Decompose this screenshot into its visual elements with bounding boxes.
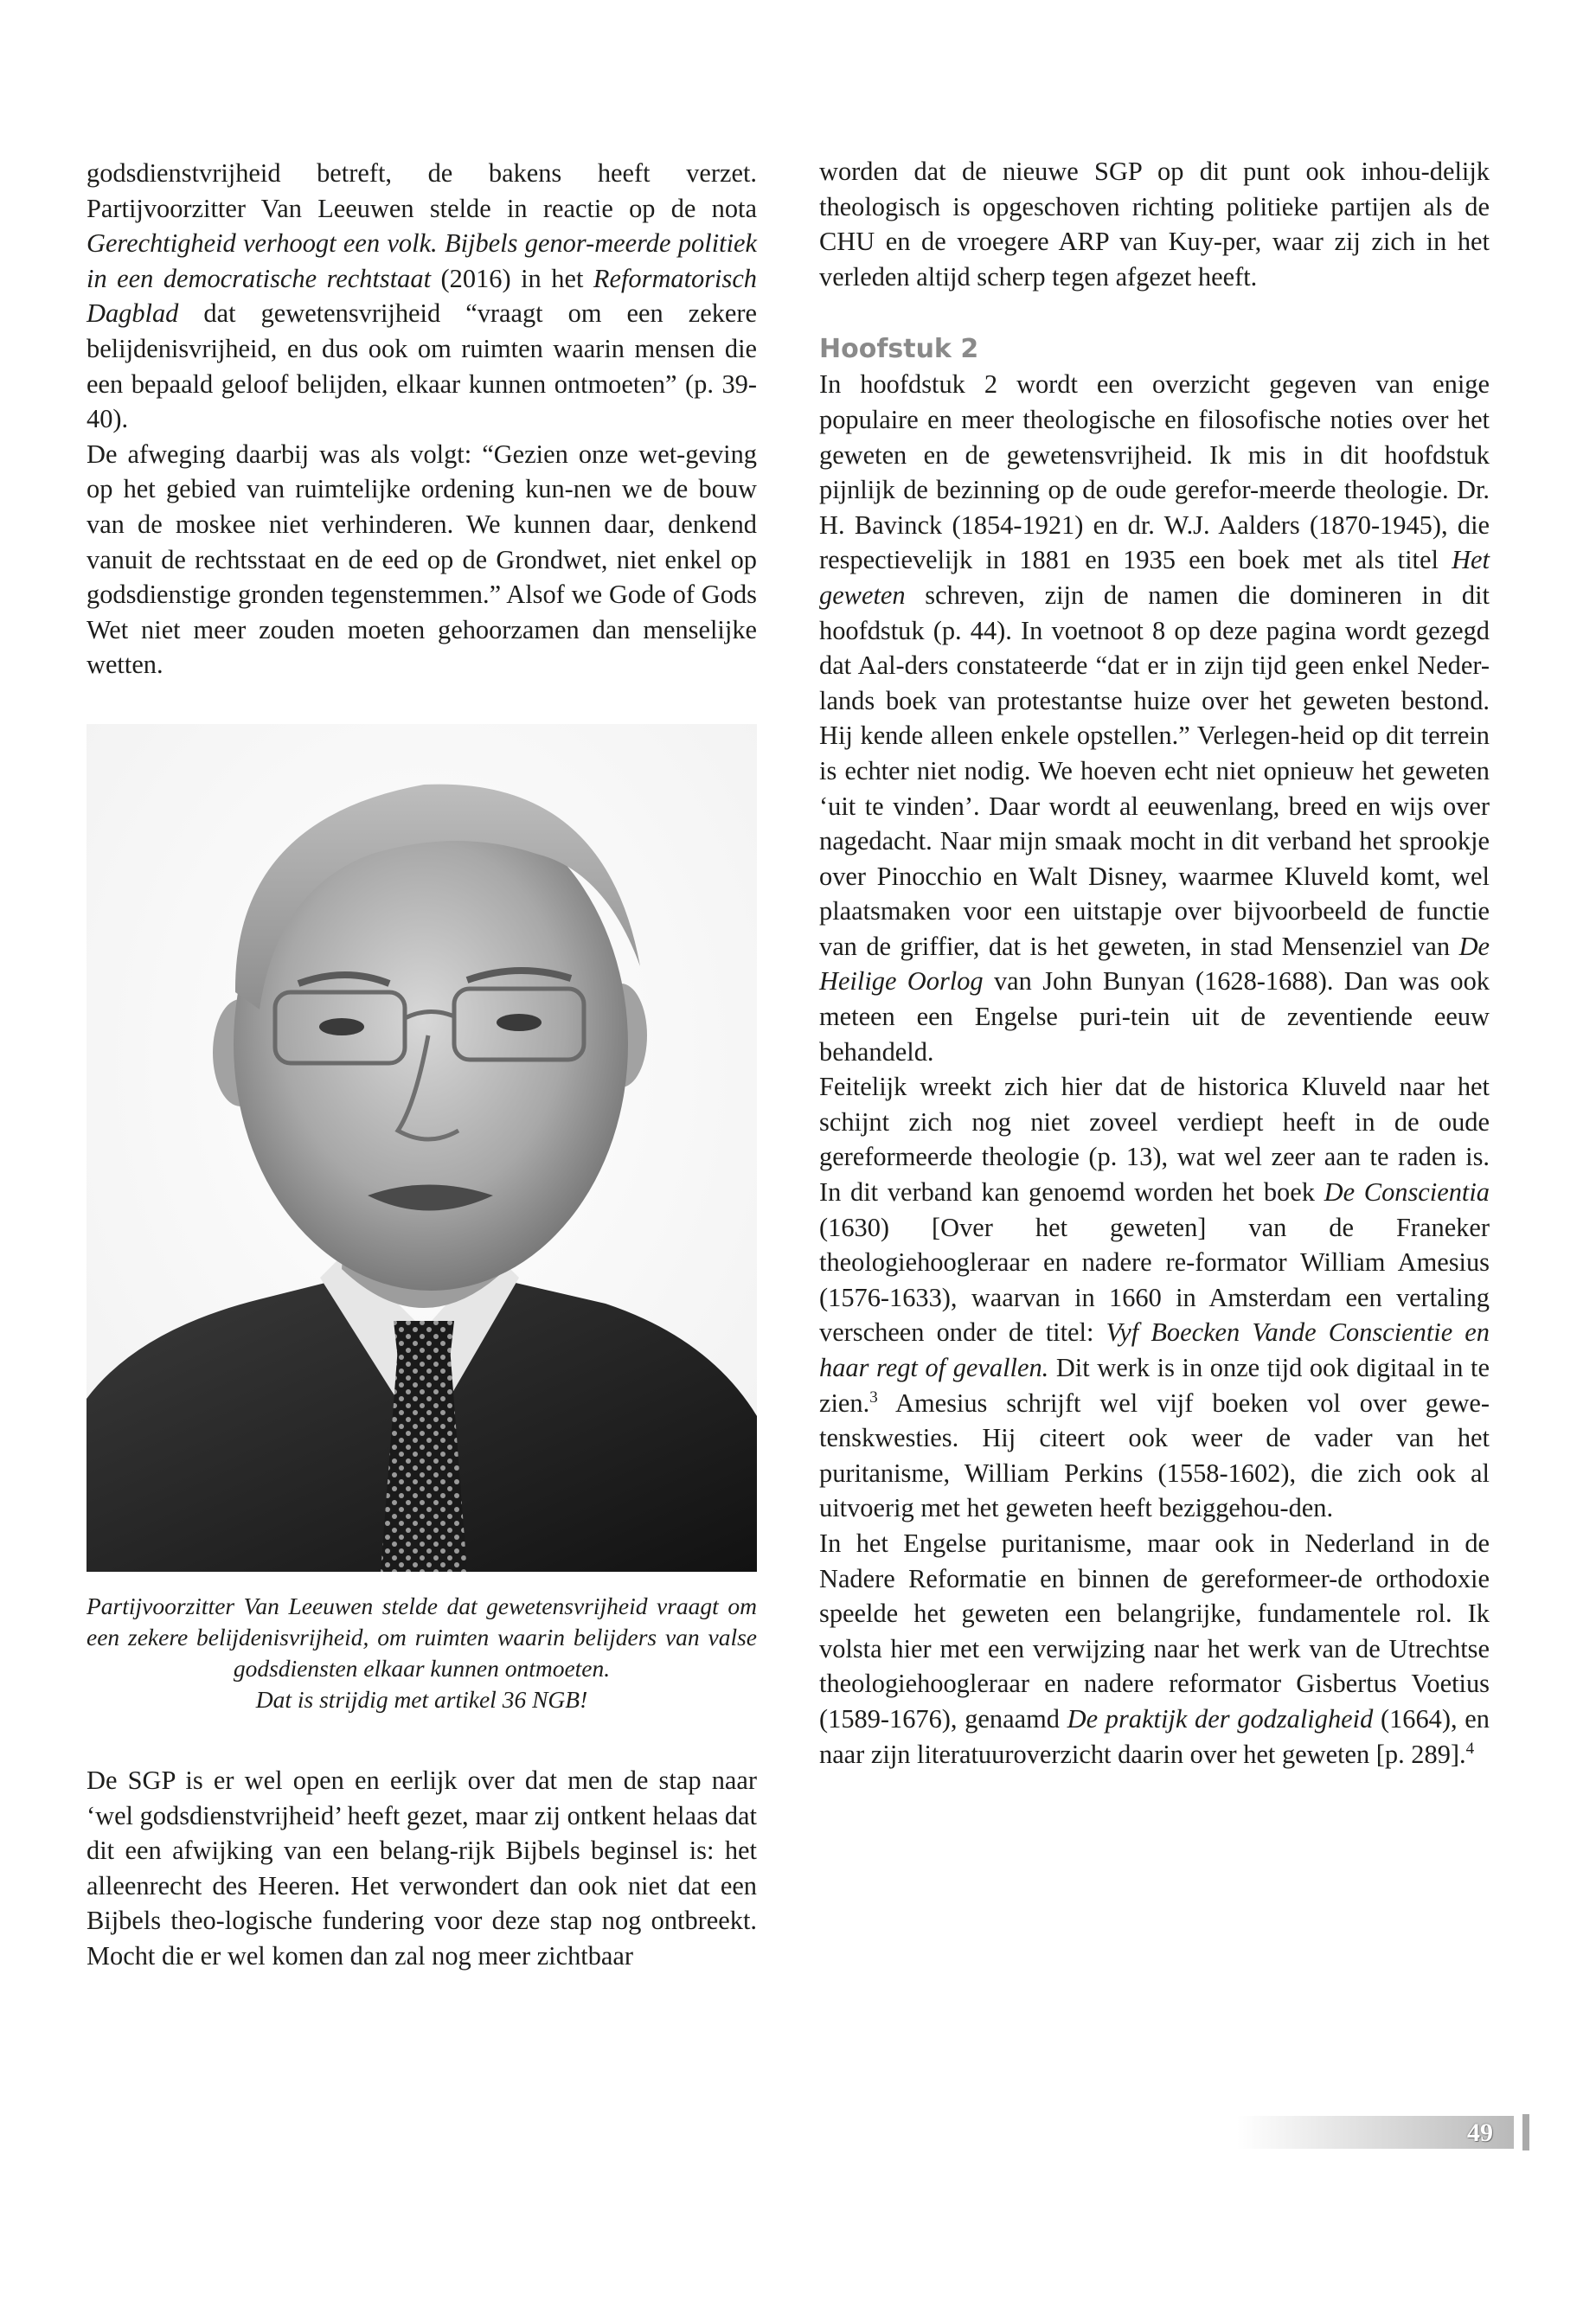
photo-caption <box>87 1591 757 1715</box>
text-run: (1664), en naar zijn literatuuroverzicht daarin over het geweten [p. 289]. <box>819 1703 1490 1769</box>
italic-title: De Heilige Oorlog <box>819 931 1490 997</box>
text-run: In het Engelse puritanisme, maar ook in Nederland in de Nadere Reformatie en binnen de gereformeer-de orthodoxie speelde het geweten een belangrijke, fundamentele rol. Ik volsta hier met een verwijzing naar het werk van de Utrechtse theologiehoogleraar en nadere reformator Gisbertus Voetius (1589-1676), genaamd <box>819 1528 1490 1734</box>
text-run: In hoofdstuk 2 wordt een overzicht gegeven van enige populaire en meer theologische en filosofische noties over het geweten en de gewetensvrijheid. Ik mis in dit hoofdstuk pijnlijk de bezinning op de oude gerefor-meerde theologie. Dr. H. Bavinck (1854-1921) en dr. W.J. Aalders (1870-1945), die respectievelijk in 1881 en 1935 een boek met als titel <box>819 369 1490 575</box>
text-run: godsdienstvrijheid betreft, de bakens heeft verzet. Partijvoorzitter Van Leeuwen stelde in reactie op de nota <box>87 158 757 223</box>
page-number: 49 <box>1467 2118 1493 2147</box>
portrait-photo <box>87 724 757 1572</box>
portrait-image <box>87 724 757 1572</box>
caption-text: Partijvoorzitter Van Leeuwen stelde dat gewetensvrijheid vraagt om een zekere belijdenisvrijheid, om ruimten waarin belijders van valse godsdiensten elkaar kunnen ontmoeten. <box>87 1592 757 1682</box>
text-run: Dit werk is in onze tijd ook digitaal in te zien. <box>819 1353 1490 1418</box>
section-heading: Hoofstuk 2 <box>819 334 979 365</box>
right-paragraph-1: worden dat de nieuwe SGP op dit punt ook inhou-delijk theologisch is opgeschoven richting politieke partijen als de CHU en de vroegere ARP van Kuy-per, waar zij zich in het verleden altijd scherp tegen afgezet heeft. <box>819 157 1490 292</box>
italic-title: Het geweten <box>819 545 1490 610</box>
italic-title: Reformatorisch Dagblad <box>87 263 758 329</box>
left-paragraph-3: De SGP is er wel open en eerlijk over dat men de stap naar ‘wel godsdienstvrijheid’ heeft gezet, maar zij ontkent helaas dat dit een afwijking van een belang-rijk Bijbels beginsel is: het alleenrecht des Heeren. Het verwondert dan ook niet dat een Bijbels theo-logische fundering voor deze stap nog ontbreekt. Mocht die er wel komen dan zal nog meer zichtbaar <box>87 1765 757 1971</box>
text-run: schreven, zijn de namen die domineren in dit hoofdstuk (p. 44). In voetnoot 8 op deze pagina wordt gezegd dat Aal-ders constateerde “dat er in zijn tijd geen enkel Neder-lands boek van protestantse huize over het geweten bestond. Hij kende alleen enkele opstellen.” Verlegen-heid op dit terrein is echter niet nodig. We hoeven echt niet opnieuw het geweten ‘uit te vinden’. Daar wordt al eeuwenlang, breed en wijs over nagedacht. Naar mijn smaak mocht in dit verband het sprookje over Pinocchio en Walt Disney, waarmee Kluveld komt, wel plaatsmaken voor een uitstapje over bijvoorbeeld de functie van de griffier, dat is het geweten, in stad Mensenziel van <box>819 580 1490 961</box>
left-column <box>87 156 757 1973</box>
text-run: Amesius schrijft wel vijf boeken vol over gewe-tenskwesties. Hij citeert ook weer de vader van het puritanisme, William Perkins (1558-1602), die zich ook al uitvoerig met het geweten heeft beziggehou-den. <box>819 1388 1490 1523</box>
right-column <box>819 154 1490 1772</box>
right-paragraph-4 <box>819 1526 1490 1772</box>
text-run: (2016) in het <box>431 263 593 293</box>
italic-title: Gerechtigheid verhoogt een volk. Bijbels genor-meerde politiek in een democratische rechtstaat <box>87 228 757 293</box>
italic-title: De praktijk der godzaligheid <box>1067 1703 1374 1734</box>
italic-title: De Conscientia <box>1324 1177 1490 1208</box>
italic-title: Vyf Boecken Vande Conscientie en haar regt of gevallen. <box>819 1317 1490 1382</box>
footnote-ref: 3 <box>869 1388 878 1407</box>
left-paragraph-2: De afweging daarbij was als volgt: “Gezien onze wet-geving op het gebied van ruimtelijke ordening kun-nen we de bouw van de moskee niet verhinderen. We kunnen daar, denkend vanuit de rechtsstaat en de eed op de Grondwet, niet enkel op godsdienstige gronden tegenstemmen.” Alsof we Gode of Gods Wet niet meer zouden moeten gehoorzamen dan menselijke wetten. <box>87 439 757 680</box>
right-paragraph-3 <box>819 1069 1490 1526</box>
text-run: Feitelijk wreekt zich hier dat de historica Kluveld naar het schijnt zich nog niet zoveel verdiept heeft in de oude gereformeerde theologie (p. 13), wat wel zeer aan te raden is. In dit verband kan genoemd worden het boek <box>819 1072 1490 1208</box>
footnote-ref: 4 <box>1465 1739 1475 1758</box>
right-paragraph-2 <box>819 367 1490 1069</box>
text-run: dat gewetensvrijheid “vraagt om een zekere belijdenisvrijheid, en dus ook om ruimten waarin mensen die een bepaald geloof belijden, elkaar kunnen ontmoeten” (p. 39-40). <box>87 298 757 434</box>
text-run: (1630) [Over het geweten] van de Franeker theologiehoogleraar en nadere re-formator William Amesius (1576-1633), waarvan in 1660 in Amsterdam een vertaling verscheen onder de titel: <box>819 1212 1490 1348</box>
text-run: van John Bunyan (1628-1688). Dan was ook meteen een Engelse puri-tein uit de zeventiende eeuw behandeld. <box>819 966 1490 1067</box>
caption-last-line: Dat is strijdig met artikel 36 NGB! <box>255 1685 588 1713</box>
page-edge-mark <box>1522 2114 1529 2150</box>
left-paragraph-1 <box>87 156 757 437</box>
